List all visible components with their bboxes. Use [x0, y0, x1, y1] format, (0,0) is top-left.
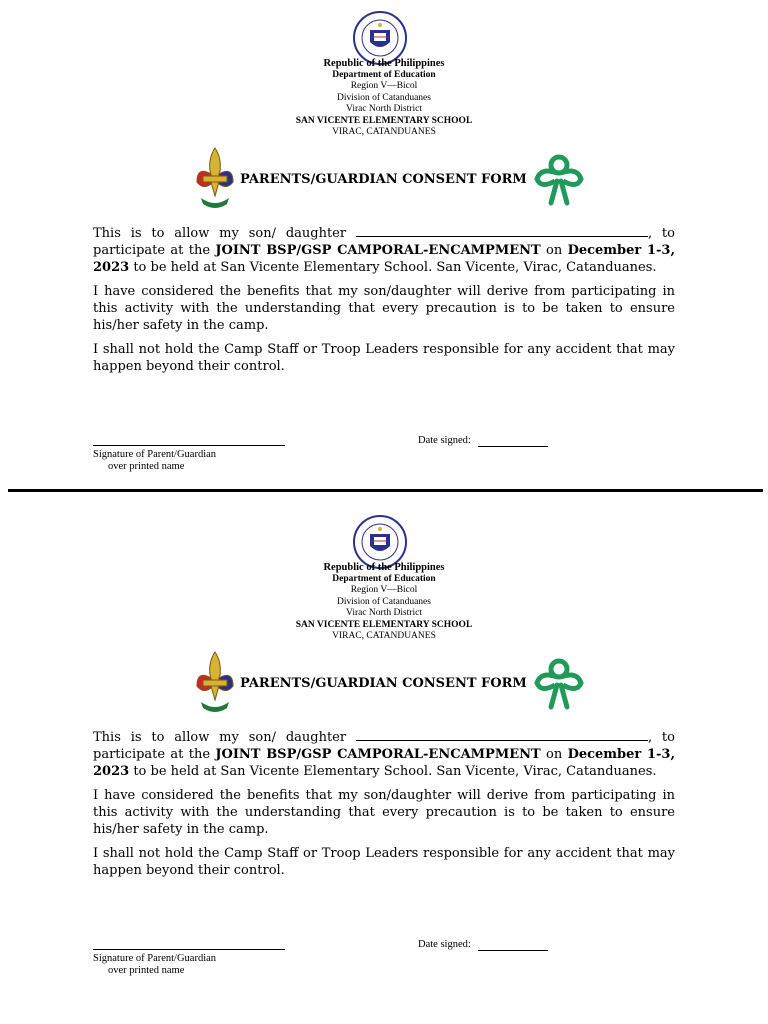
header-division: Division of Catanduanes [337, 92, 431, 103]
form-title: PARENTS/GUARDIAN CONSENT FORM [240, 676, 527, 691]
para1-text-b: , to participate at the [93, 226, 675, 258]
header-department: Department of Education [332, 69, 436, 80]
para1-text-c: on [540, 747, 568, 762]
letterhead [0, 58, 768, 139]
signature-label: Signature of Parent/Guardian [93, 449, 217, 460]
signature-blank[interactable] [93, 445, 285, 446]
header-department: Department of Education [332, 573, 436, 584]
signature-label: Signature of Parent/Guardian [93, 953, 217, 964]
header-region: Region V—Bicol [350, 81, 418, 91]
header-division: Division of Catanduanes [337, 596, 431, 607]
consent-form-bottom [0, 504, 768, 1004]
consent-paragraph-2: I have considered the benefits that my son/daughter will derive from participating in this activity with the understanding that every precaution is to be taken to ensure his/her safety in the camp. [93, 788, 675, 837]
child-name-blank[interactable] [356, 224, 648, 237]
consent-paragraph-1 [93, 224, 675, 276]
date-signed-blank[interactable] [478, 950, 548, 951]
consent-body [93, 224, 675, 382]
para1-text-d: to be held at San Vicente Elementary School. San Vicente, Virac, Catanduanes. [129, 764, 657, 779]
header-address: VIRAC, CATANDUANES [332, 631, 436, 641]
header-district: Virac North District [346, 104, 422, 114]
event-name: JOINT BSP/GSP CAMPORAL-ENCAMPMENT [215, 747, 541, 762]
consent-form-top [0, 0, 768, 500]
header-region: Region V—Bicol [350, 585, 418, 595]
form-title: PARENTS/GUARDIAN CONSENT FORM [240, 172, 527, 187]
consent-paragraph-1 [93, 728, 675, 780]
para1-text-a: This is to allow my son/ daughter [93, 226, 356, 241]
header-school: SAN VICENTE ELEMENTARY SCHOOL [295, 619, 473, 630]
header-address: VIRAC, CATANDUANES [332, 127, 436, 137]
letterhead [0, 562, 768, 643]
consent-paragraph-2: I have considered the benefits that my son/daughter will derive from participating in this activity with the understanding that every precaution is to be taken to ensure his/her safety in the camp. [93, 284, 675, 333]
header-republic: Republic of the Philippines [323, 58, 445, 69]
date-signed-label: Date signed: [418, 435, 471, 446]
consent-body [93, 728, 675, 886]
para1-text-a: This is to allow my son/ daughter [93, 730, 356, 745]
consent-paragraph-3: I shall not hold the Camp Staff or Troop Leaders responsible for any accident that may happen beyond their control. [93, 846, 675, 878]
bsp-emblem-icon [193, 650, 237, 716]
para1-text-b: , to participate at the [93, 730, 675, 762]
para1-text-d: to be held at San Vicente Elementary School. San Vicente, Virac, Catanduanes. [129, 260, 657, 275]
header-district: Virac North District [346, 608, 422, 618]
gsp-trefoil-icon [531, 151, 587, 207]
header-school: SAN VICENTE ELEMENTARY SCHOOL [295, 115, 473, 126]
event-dates: December 1-3, 2023 [93, 243, 675, 275]
cut-line-divider [8, 489, 763, 492]
date-signed-label: Date signed: [418, 939, 471, 950]
date-signed-blank[interactable] [478, 446, 548, 447]
para1-text-c: on [540, 243, 568, 258]
gsp-trefoil-icon [531, 655, 587, 711]
signature-sublabel: over printed name [108, 965, 185, 976]
event-name: JOINT BSP/GSP CAMPORAL-ENCAMPMENT [215, 243, 541, 258]
signature-sublabel: over printed name [108, 461, 185, 472]
event-dates: December 1-3, 2023 [93, 747, 675, 779]
consent-paragraph-3: I shall not hold the Camp Staff or Troop Leaders responsible for any accident that may happen beyond their control. [93, 342, 675, 374]
signature-blank[interactable] [93, 949, 285, 950]
child-name-blank[interactable] [356, 728, 648, 741]
bsp-emblem-icon [193, 146, 237, 212]
header-republic: Republic of the Philippines [323, 562, 445, 573]
